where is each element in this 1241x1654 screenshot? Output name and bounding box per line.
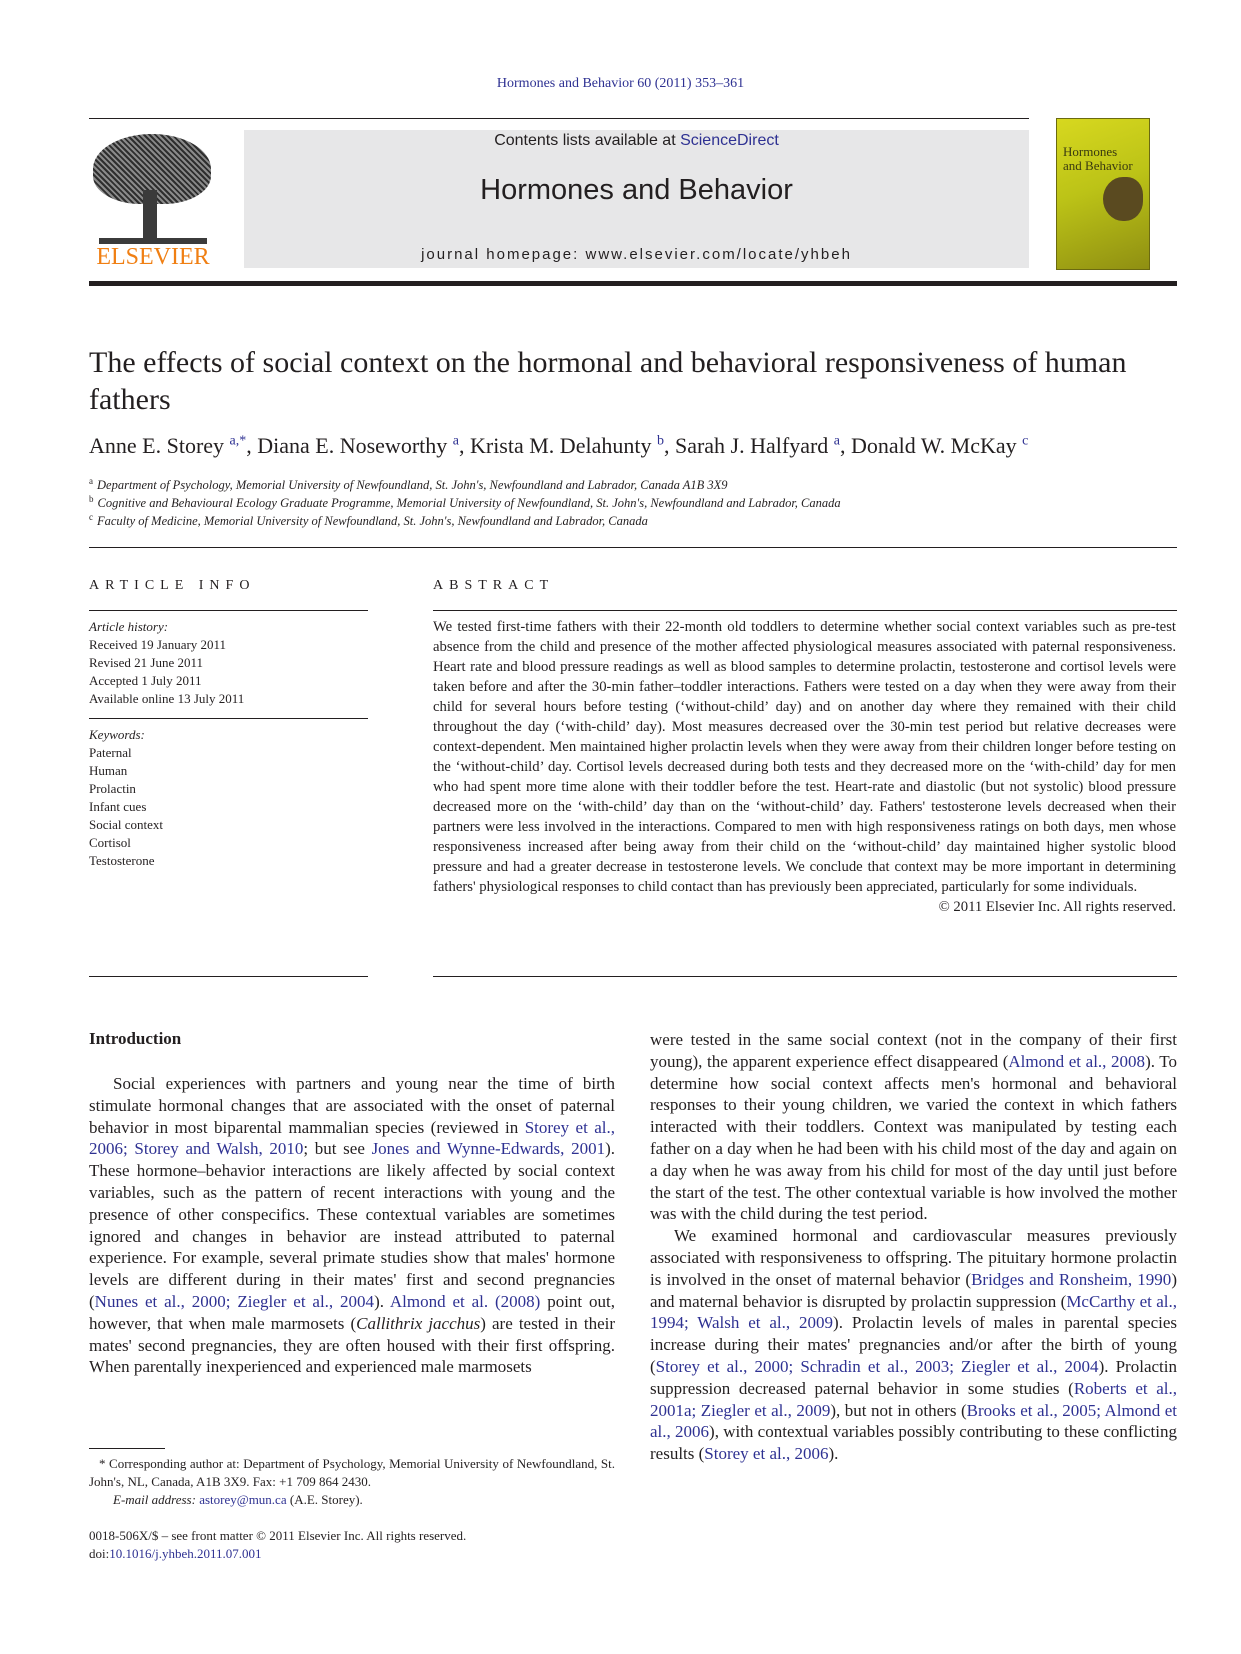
author-affil-mark[interactable]: a (833, 433, 841, 449)
abstract-copyright: © 2011 Elsevier Inc. All rights reserved. (938, 899, 1176, 915)
body-text: ), with contextual variables possibly contributing to these conflicting results ( (650, 1422, 1177, 1464)
keyword: Cortisol (89, 835, 131, 850)
contents-prefix: Contents lists available at (494, 132, 681, 149)
intro-paragraph-continued (650, 1029, 1177, 1225)
journal-homepage[interactable]: journal homepage: www.elsevier.com/locate/yhbeh (421, 246, 852, 263)
body-text: ). (374, 1291, 390, 1311)
keyword: Paternal (89, 745, 132, 760)
author-name[interactable]: Donald W. McKay (851, 433, 1017, 458)
section-divider (89, 547, 1177, 548)
front-matter (89, 1527, 466, 1563)
affiliation: $^b$ Cognitive and Behavioural Ecology Graduate Programme, Memorial University of Newfoundland, St. John's, Newfoundland and Labrador, Canada (89, 494, 841, 511)
author-affil-mark[interactable]: b (656, 433, 664, 449)
header-thick-rule (89, 281, 1177, 286)
journal-citation[interactable]: Hormones and Behavior 60 (2011) 353–361 (496, 76, 745, 91)
citation-link[interactable]: Roberts et al., 2001a; Ziegler et al., 2009 (650, 1378, 1178, 1420)
contents-line (244, 132, 1029, 150)
issn-line: 0018-506X/$ – see front matter © 2011 Elsevier Inc. All rights reserved. (89, 1528, 467, 1543)
header-rule (89, 118, 1029, 119)
citation-link[interactable]: Jones and Wynne-Edwards, 2001 (371, 1139, 606, 1159)
abstract-bottom-rule (433, 976, 1177, 977)
article-info-bottom-rule (89, 976, 368, 977)
citation-link[interactable]: McCarthy et al., 1994; Walsh et al., 2009 (650, 1291, 1177, 1333)
article-history: Article history: Received 19 January 2011 Revised 21 June 2011 Accepted 1 July 2011 Available online 13 July 2011 (89, 618, 369, 708)
author-affil-mark[interactable]: c (1022, 433, 1029, 449)
author-name[interactable]: Anne E. Storey (89, 433, 225, 458)
elsevier-wordmark: ELSEVIER (96, 244, 210, 270)
cover-animal-image (1103, 177, 1143, 221)
body-text: ). These hormone–behavior interactions are likely affected by social context variables, such as the pattern of recent interactions with young and the presence of other conspecifics. These contextual variables are sometimes ignored and changes in behavior are instead attributed to paternal experience. For example, several primate studies show that males' hormone levels are different during in their mates' first and second pregnancies ( (89, 1139, 615, 1311)
abstract-rule (433, 610, 1177, 611)
citation-link[interactable]: Storey et al., 2006; Storey and Walsh, 2010 (89, 1117, 615, 1159)
author-email-link[interactable]: astorey@mun.ca (199, 1492, 287, 1507)
affiliation: $^a$ Department of Psychology, Memorial University of Newfoundland, St. John's, Newfoundland and Labrador, Canada A1B 3X9 (89, 476, 728, 493)
body-text: ). (828, 1444, 839, 1464)
doi-link[interactable]: 10.1016/j.yhbeh.2011.07.001 (109, 1546, 262, 1561)
author-affil-mark[interactable]: a (452, 433, 459, 449)
history-received: Received 19 January 2011 (89, 637, 227, 652)
elsevier-logo[interactable] (89, 130, 217, 274)
abstract-text: We tested first-time fathers with their 22-month old toddlers to determine whether social context variables such as pre-test absence from the child and presence of the mother affected physiological measures associated with paternal responsiveness. Heart rate and blood pressure readings as well as blood samples to determine prolactin, testosterone and cortisol levels were taken before and after the 30-min father–toddler interactions. Fathers were tested on a day when they were away from their child for several hours before testing (‘without-child’ day) and on another day where they remained with their child throughout the day (‘with-child’ day). Most measures decreased over the 30-min test period but relative decreases were context-dependent. Men maintained higher prolactin levels when they were away from their children longer before testing on the ‘without-child’ day. Cortisol levels decreased during both tests and they decreased more on the ‘with-child’ day for men who had spent more time alone with their toddler before the test. Heart-rate and diastolic (but not systolic) blood pressure decreased more on the ‘with-child’ day than on the ‘without-child’ day. Fathers' testosterone levels decreased when their partners were less involved in the interactions. Compared to men with high responsiveness ratings on both days, men whose responsiveness increased after being away from their child on the ‘without-child’ day maintained higher systolic blood pressure and had a greater decrease in testosterone levels. We conclude that context may be more important in determining fathers' physiological responses to child contact than has previously been appreciated, particularly for some individuals. (433, 619, 1176, 895)
keyword: Human (89, 763, 128, 778)
journal-title: Hormones and Behavior (480, 174, 793, 206)
footnote-text: * Corresponding author at: Department of Psychology, Memorial University of Newfoundland, St. John's, NL, Canada, A1B 3X9. Fax: +1 709 864 2430. (89, 1456, 615, 1489)
footnote-rule (89, 1448, 165, 1449)
history-revised: Revised 21 June 2011 (89, 655, 203, 670)
intro-paragraph (89, 1073, 615, 1378)
intro-paragraph (650, 1225, 1177, 1465)
body-text: ) are tested in their mates' second pregnancies, they are often housed with their first offspring. When parentally inexperienced and experienced male marmosets (89, 1313, 616, 1377)
footnote-email-line: E-mail address: astorey@mun.ca (A.E. Storey). (113, 1492, 363, 1507)
body-text: ) and maternal behavior is disrupted by prolactin suppression ( (650, 1269, 1177, 1311)
keywords-rule (89, 718, 368, 719)
citation-link[interactable]: Brooks et al., 2005; Almond et al., 2006 (650, 1400, 1177, 1442)
citation-link[interactable]: Almond et al. (2008) (389, 1291, 541, 1311)
keyword: Infant cues (89, 799, 147, 814)
author-name[interactable]: Sarah J. Halfyard (674, 433, 829, 458)
citation-link[interactable]: Nunes et al., 2000; Ziegler et al., 2004 (94, 1291, 375, 1311)
journal-masthead (244, 130, 1029, 268)
cover-title: Hormones and Behavior (1063, 144, 1133, 173)
body-text: ). Prolactin suppression decreased paternal behavior in some studies ( (650, 1356, 1177, 1398)
keyword: Social context (89, 817, 164, 832)
body-text: ), but not in others ( (830, 1400, 967, 1420)
citation-link[interactable]: Storey et al., 2006 (704, 1444, 829, 1464)
history-accepted: Accepted 1 July 2011 (89, 673, 202, 688)
intro-left-column (89, 1073, 615, 1378)
body-text: ). To determine how social context affects men's hormonal and behavioral responses to their young children, we varied the context in which fathers interacted with their toddlers. Context was manipulated by testing each father on a day when he had been with his child most of the day and again on a day when he was away from his child for most of the day until just before the start of the test. The other contextual variable is how involved the mother was with the child during the test period. (650, 1051, 1178, 1224)
corresponding-author-footnote (89, 1455, 615, 1509)
author-list: Anne E. Storey $^{a,*}$, Diana E. Noseworthy $^a$, Krista M. Delahunty $^b$, Sarah J. Halfyard $^a$, Donald W. McKay $^c$ (89, 433, 1029, 458)
author-name[interactable]: Diana E. Noseworthy (257, 433, 448, 458)
affiliation: $^c$ Faculty of Medicine, Memorial University of Newfoundland, St. John's, Newfoundland and Labrador, Canada (89, 512, 648, 529)
article-title: The effects of social context on the hormonal and behavioral responsiveness of human fathers (89, 346, 1127, 416)
keyword: Prolactin (89, 781, 136, 796)
article-info-heading: ARTICLE INFO (89, 578, 256, 593)
body-text: We examined hormonal and cardiovascular measures previously associated with responsiveness to offspring. The pituitary hormone prolactin is involved in the onset of maternal behavior ( (650, 1226, 1177, 1289)
body-text: were tested in the same social context (not in the company of their first young), the apparent experience effect disappeared ( (650, 1030, 1177, 1071)
sciencedirect-link[interactable]: ScienceDirect (680, 132, 779, 149)
history-online: Available online 13 July 2011 (89, 691, 245, 706)
citation-link[interactable]: Almond et al., 2008 (1008, 1051, 1146, 1071)
intro-right-column (650, 1029, 1177, 1465)
species-name: Callithrix jacchus (356, 1313, 481, 1333)
abstract-heading: ABSTRACT (433, 578, 555, 593)
body-text: Social experiences with partners and young near the time of birth stimulate hormonal changes that are associated with the onset of paternal behavior in most biparental mammalian species (reviewed in (89, 1074, 615, 1137)
intro-heading: Introduction (89, 1029, 182, 1048)
body-text: ; but see (303, 1139, 372, 1159)
doi-line: doi:10.1016/j.yhbeh.2011.07.001 (89, 1546, 262, 1561)
author-affil-mark[interactable]: a,* (229, 433, 247, 449)
keyword: Testosterone (89, 853, 155, 868)
journal-cover-thumbnail[interactable] (1056, 118, 1150, 270)
author-name[interactable]: Krista M. Delahunty (469, 433, 652, 458)
body-text: ). Prolactin levels of males in parental species increase during their mates' pregnancies and/or after the birth of young ( (650, 1313, 1178, 1376)
citation-link[interactable]: Storey et al., 2000; Schradin et al., 2003; Ziegler et al., 2004 (655, 1356, 1099, 1376)
body-text: point out, however, that when male marmosets ( (89, 1291, 615, 1333)
abstract-body (433, 617, 1176, 917)
article-info-rule (89, 610, 368, 611)
keywords: Keywords: Paternal Human Prolactin Infant cues Social context Cortisol Testosterone (89, 726, 369, 870)
citation-link[interactable]: Bridges and Ronsheim, 1990 (971, 1269, 1172, 1289)
tree-trunk (143, 190, 157, 242)
